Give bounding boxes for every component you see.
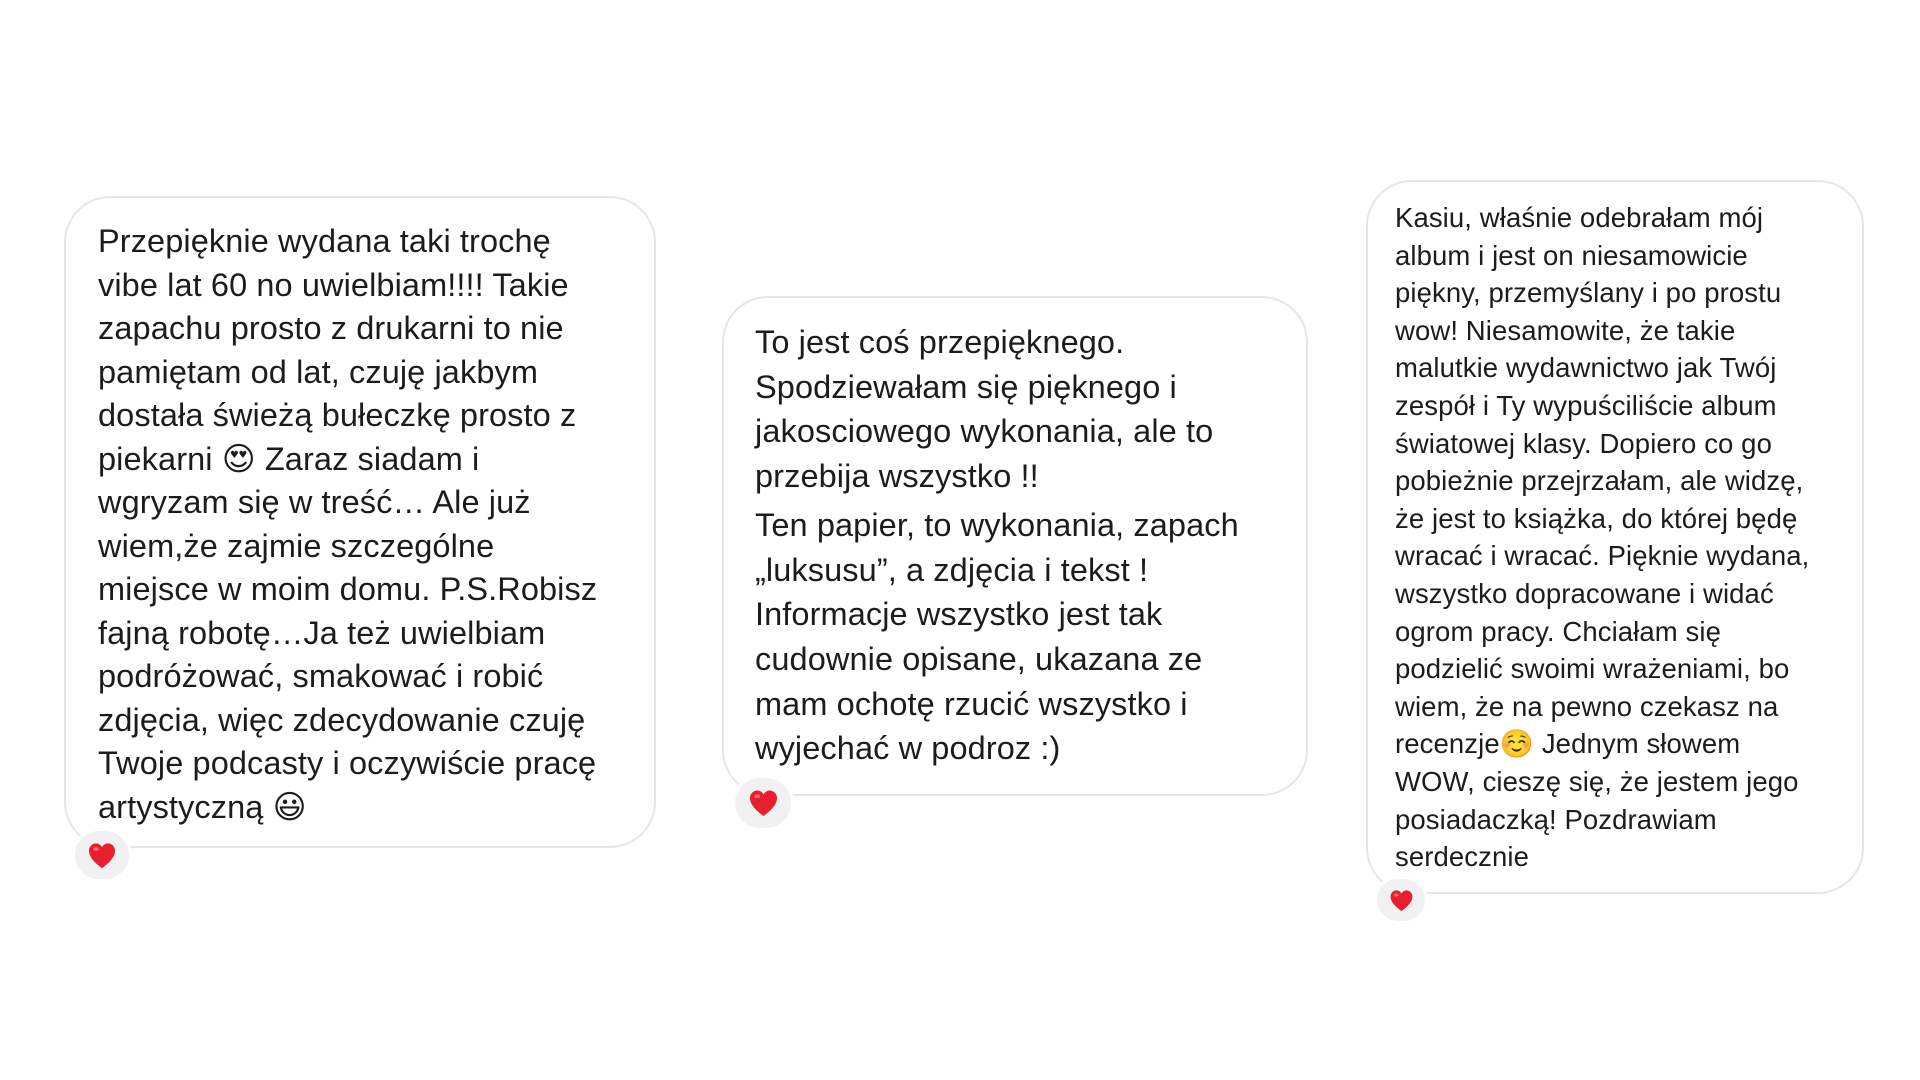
reaction-badge-1[interactable] xyxy=(72,828,132,882)
message-bubble-2[interactable] xyxy=(722,296,1308,796)
reaction-badge-2[interactable] xyxy=(732,775,794,831)
reaction-badge-3[interactable] xyxy=(1374,876,1428,924)
message-text: Kasiu, właśnie odebrałam mój album i jest on niesamowicie piękny, przemyślany i po prostu wow! Niesamowite, że takie malutkie wydawnictwo jak Twój zespół i Ty wypuściliście album światowej klasy. Dopiero co go pobieżnie przejrzałam, ale widzę, że jest to książka, do której będę wracać i wracać. Pięknie wydana, wszystko dopracowane i widać ogrom pracy. Chciałam się podzielić swoimi wrażeniami, bo wiem, że na pewno czekasz na recenzje☺️ Jednym słowem WOW, cieszę się, że jestem jego posiadaczką! Pozdrawiam serdecznie xyxy=(1395,202,1810,873)
message-bubble-1[interactable] xyxy=(64,196,656,848)
message-bubble-3[interactable] xyxy=(1366,180,1864,894)
message-paragraph-2: Ten papier, to wykonania, zapach „luksusu”, a zdjęcia i tekst ! Informacje wszystko jest tak cudownie opisane, ukazana ze mam ochotę rzucić wszystko i wyjechać w podroz :) xyxy=(755,506,1239,767)
heart-icon xyxy=(1389,889,1414,912)
message-paragraph-1: To jest coś przepięknego. Spodziewałam się pięknego i jakosciowego wykonania, ale to przebija wszystko !! xyxy=(755,324,1214,495)
heart-icon xyxy=(748,789,779,817)
message-text: Przepięknie wydana taki trochę vibe lat 60 no uwielbiam!!!! Takie zapachu prosto z drukarni to nie pamiętam od lat, czuję jakbym dostała świeżą bułeczkę prosto z piekarni 😍 Zaraz siadam i wgryzam się w treść… Ale już wiem,że zajmie szczególne miejsce w moim domu. P.S.Robisz fajną robotę…Ja też uwielbiam podróżować, smakować i robić zdjęcia, więc zdecydowanie czuję Twoje podcasty i oczywiście pracę artystyczną 😃 xyxy=(98,223,598,825)
heart-icon xyxy=(87,842,117,869)
